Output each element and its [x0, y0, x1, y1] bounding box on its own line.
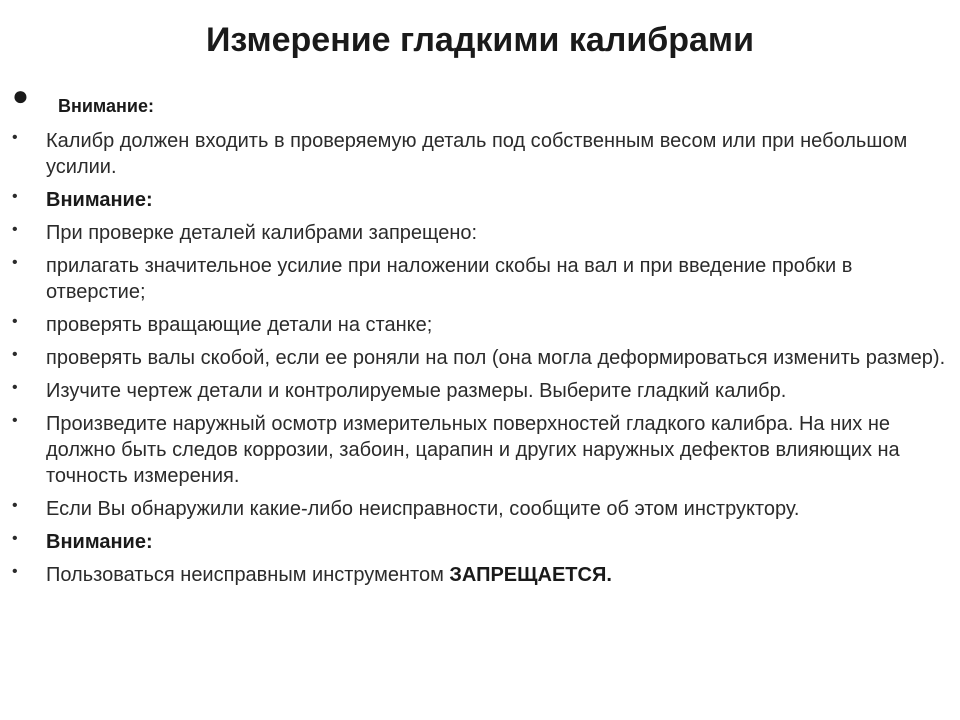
attention-label: Внимание:: [58, 96, 154, 116]
bullet-icon: •: [12, 563, 18, 580]
bullet-icon: •: [12, 129, 18, 146]
list-item-text: Калибр должен входить в проверяемую деталь под собственным весом или при небольшом усилии.: [46, 130, 908, 178]
list-item: [12, 253, 947, 305]
list-item-text: Если Вы обнаружили какие-либо неисправности, сообщите об этом инструктору.: [46, 498, 800, 520]
list-item: [12, 411, 947, 489]
list-item-text: Изучите чертеж детали и контролируемые размеры. Выберите гладкий калибр.: [46, 380, 787, 402]
first-bullet-item: [12, 82, 912, 122]
bullet-icon: •: [12, 497, 18, 514]
final-item-prefix: Пользоваться неисправным инструментом: [46, 564, 450, 586]
final-item-suffix: .: [606, 564, 612, 586]
list-item: [12, 312, 947, 338]
list-item: [12, 496, 947, 522]
bullet-list: [12, 128, 947, 595]
large-bullet-icon: ●: [12, 80, 29, 111]
list-item-text: Произведите наружный осмотр измерительных поверхностей гладкого калибра. На них не должно быть следов коррозии, забоин, царапин и других наружных дефектов влияющих на точность измерения.: [46, 413, 900, 487]
slide-title: Измерение гладкими калибрами: [205, 21, 754, 59]
bullet-icon: •: [12, 313, 18, 330]
bullet-icon: •: [12, 188, 18, 205]
list-item-text: Внимание:: [46, 189, 153, 211]
list-item: [12, 562, 947, 588]
list-item-text: проверять вращающие детали на станке;: [46, 314, 433, 336]
list-item: [12, 345, 947, 371]
list-item: [12, 187, 947, 213]
bullet-icon: •: [12, 346, 18, 363]
bullet-icon: •: [12, 412, 18, 429]
list-item: [12, 378, 947, 404]
bullet-icon: •: [12, 379, 18, 396]
list-item-text: [46, 564, 612, 586]
bullet-icon: •: [12, 254, 18, 271]
list-item-text: проверять валы скобой, если ее роняли на пол (она могла деформироваться изменить размер).: [46, 347, 946, 369]
bullet-icon: •: [12, 530, 18, 547]
list-item-text: Внимание:: [46, 531, 153, 553]
list-item: [12, 529, 947, 555]
list-item-text: прилагать значительное усилие при наложении скобы на вал и при введение пробки в отверстие;: [46, 255, 853, 303]
list-item: [12, 220, 947, 246]
bullet-icon: •: [12, 221, 18, 238]
list-item: [12, 128, 947, 180]
list-item-text: При проверке деталей калибрами запрещено:: [46, 222, 478, 244]
prohibited-emphasis: ЗАПРЕЩАЕТСЯ: [449, 564, 607, 586]
